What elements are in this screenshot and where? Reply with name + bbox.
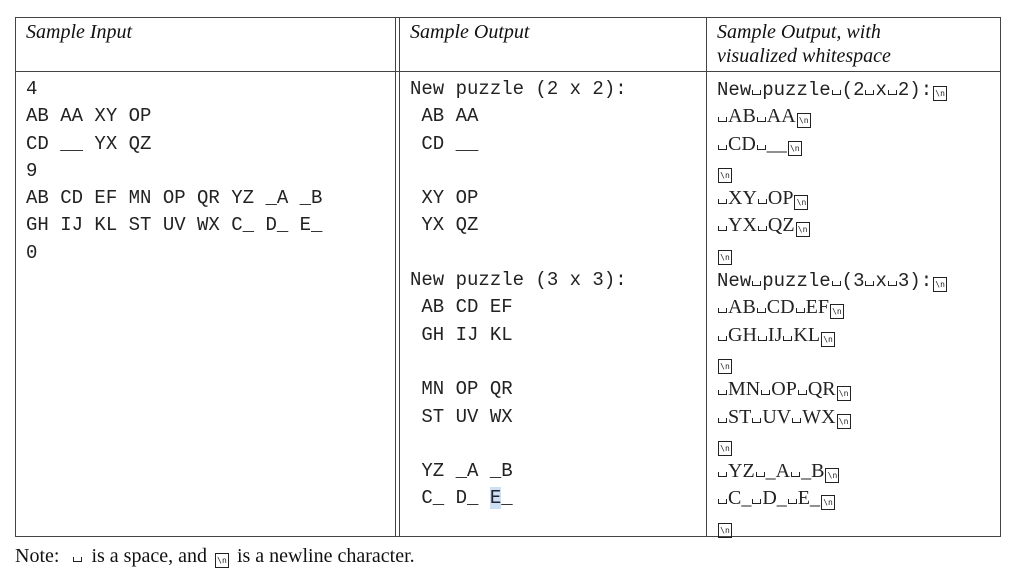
space-symbol-icon	[865, 281, 874, 286]
visualized-output-line: AB AA \n	[717, 103, 947, 130]
space-symbol-icon	[718, 308, 727, 313]
header-visualized-line2: visualized whitespace	[717, 45, 891, 67]
visualized-output-line: C_ D_ E_ \n	[717, 485, 947, 512]
visualized-output-line	[717, 349, 947, 376]
newline-symbol-icon: \n	[797, 113, 811, 128]
space-symbol-icon	[718, 145, 727, 150]
space-symbol-icon	[832, 281, 841, 286]
sample-output-column	[410, 76, 627, 513]
newline-symbol-icon: \n	[825, 468, 839, 483]
space-symbol-icon	[791, 472, 800, 477]
space-symbol-icon	[718, 472, 727, 477]
sample-output-line: YX QZ	[410, 214, 479, 237]
space-symbol-icon	[718, 418, 727, 423]
space-symbol-icon	[888, 90, 897, 95]
newline-symbol-icon: \n	[933, 277, 947, 292]
newline-symbol-icon: \n	[794, 195, 808, 210]
space-symbol-icon	[718, 390, 727, 395]
space-symbol-icon	[796, 308, 805, 313]
sample-output-line	[410, 158, 627, 185]
visualized-output-line: YZ _A _B \n	[717, 458, 947, 485]
note-prefix: Note:	[15, 545, 60, 567]
sample-output-line	[410, 240, 627, 267]
visualized-output-line: New puzzle (2 x 2): \n	[717, 76, 947, 103]
visualized-output-line	[717, 240, 947, 267]
header-visualized-line1: Sample Output, with	[717, 21, 881, 43]
newline-symbol-icon: \n	[830, 304, 844, 319]
visualized-output-line: CD __ \n	[717, 131, 947, 158]
header-visualized-output	[717, 20, 891, 68]
newline-symbol-icon: \n	[933, 86, 947, 101]
newline-symbol-icon: \n	[718, 359, 732, 374]
space-symbol-icon	[718, 199, 727, 204]
space-symbol-icon	[757, 117, 766, 122]
space-symbol-icon	[718, 499, 727, 504]
column-divider	[395, 18, 396, 536]
sample-output-line: New puzzle (2 x 2):	[410, 78, 627, 100]
newline-symbol-icon: \n	[718, 441, 732, 456]
sample-output-line: YZ _A _B	[410, 460, 513, 483]
space-symbol-icon	[752, 281, 761, 286]
visualized-output-line: MN OP QR \n	[717, 376, 947, 403]
sample-input-line: GH IJ KL ST UV WX C_ D_ E_	[26, 214, 323, 237]
space-symbol-icon	[756, 472, 765, 477]
space-symbol-icon	[752, 90, 761, 95]
space-symbol-icon	[865, 90, 874, 95]
newline-symbol-icon: \n	[796, 222, 810, 237]
sample-output-line: GH IJ KL	[410, 323, 513, 346]
sample-output-line	[410, 349, 627, 376]
space-symbol-icon	[832, 90, 841, 95]
visualized-output-line	[717, 513, 947, 540]
newline-symbol-icon: \n	[821, 495, 835, 510]
sample-input-line: 9	[26, 159, 38, 182]
newline-symbol-icon: \n	[821, 332, 835, 347]
visualized-output-line: ST UV WX \n	[717, 404, 947, 431]
newline-symbol-icon: \n	[718, 523, 732, 538]
space-symbol-icon	[757, 308, 766, 313]
space-symbol-icon	[758, 336, 767, 341]
space-symbol-icon	[757, 145, 766, 150]
visualized-output-line: GH IJ KL \n	[717, 322, 947, 349]
newline-symbol-icon: \n	[788, 141, 802, 156]
sample-output-line	[410, 431, 627, 458]
sample-output-line: C_ D_ E_	[410, 487, 513, 510]
space-symbol-icon	[788, 499, 797, 504]
space-symbol-icon	[792, 418, 801, 423]
space-symbol-icon	[761, 390, 770, 395]
newline-symbol-icon: \n	[718, 250, 732, 265]
newline-symbol-icon: \n	[837, 414, 851, 429]
space-symbol-icon	[718, 117, 727, 122]
note-middle: is a space, and	[91, 545, 207, 567]
footnote	[15, 545, 415, 568]
sample-input-line: AB AA XY OP	[26, 105, 152, 128]
sample-output-line: MN OP QR	[410, 378, 513, 401]
visualized-output-line: AB CD EF \n	[717, 294, 947, 321]
sample-io-table	[15, 17, 1001, 537]
space-symbol-icon	[798, 390, 807, 395]
newline-symbol-icon: \n	[837, 386, 851, 401]
visualized-output-line	[717, 431, 947, 458]
sample-output-line: New puzzle (3 x 3):	[410, 269, 627, 292]
note-suffix: is a newline character.	[236, 545, 415, 567]
space-symbol-icon	[718, 226, 727, 231]
space-symbol-icon	[752, 499, 761, 504]
sample-input-line: CD __ YX QZ	[26, 132, 152, 155]
sample-output-line: AB CD EF	[410, 296, 513, 319]
space-symbol-icon	[758, 199, 767, 204]
space-symbol-icon	[73, 557, 82, 562]
newline-symbol-icon: \n	[215, 553, 229, 568]
space-symbol-icon	[718, 336, 727, 341]
space-symbol-icon	[752, 418, 761, 423]
sample-output-line: XY OP	[410, 187, 479, 210]
newline-symbol-icon: \n	[718, 168, 732, 183]
space-symbol-icon	[783, 336, 792, 341]
visualized-output-line: XY OP \n	[717, 185, 947, 212]
sample-output-line: AB AA	[410, 105, 479, 128]
column-divider	[399, 18, 400, 536]
header-sample-output: Sample Output	[410, 21, 530, 43]
header-divider	[16, 71, 1000, 72]
space-symbol-icon	[888, 281, 897, 286]
sample-input-line: 4	[26, 78, 38, 100]
visualized-output-line: New puzzle (3 x 3): \n	[717, 267, 947, 294]
sample-input-line: AB CD EF MN OP QR YZ _A _B	[26, 187, 323, 210]
sample-input-line: 0	[26, 241, 38, 264]
visualized-output-line	[717, 158, 947, 185]
visualized-output-line: YX QZ \n	[717, 212, 947, 239]
sample-input-column	[26, 76, 322, 267]
highlighted-char: E	[489, 487, 502, 510]
space-symbol-icon	[758, 226, 767, 231]
sample-output-line: CD __	[410, 132, 479, 155]
column-divider	[706, 18, 707, 536]
visualized-output-column	[717, 76, 947, 540]
sample-output-line: ST UV WX	[410, 405, 513, 428]
header-sample-input: Sample Input	[26, 21, 133, 43]
